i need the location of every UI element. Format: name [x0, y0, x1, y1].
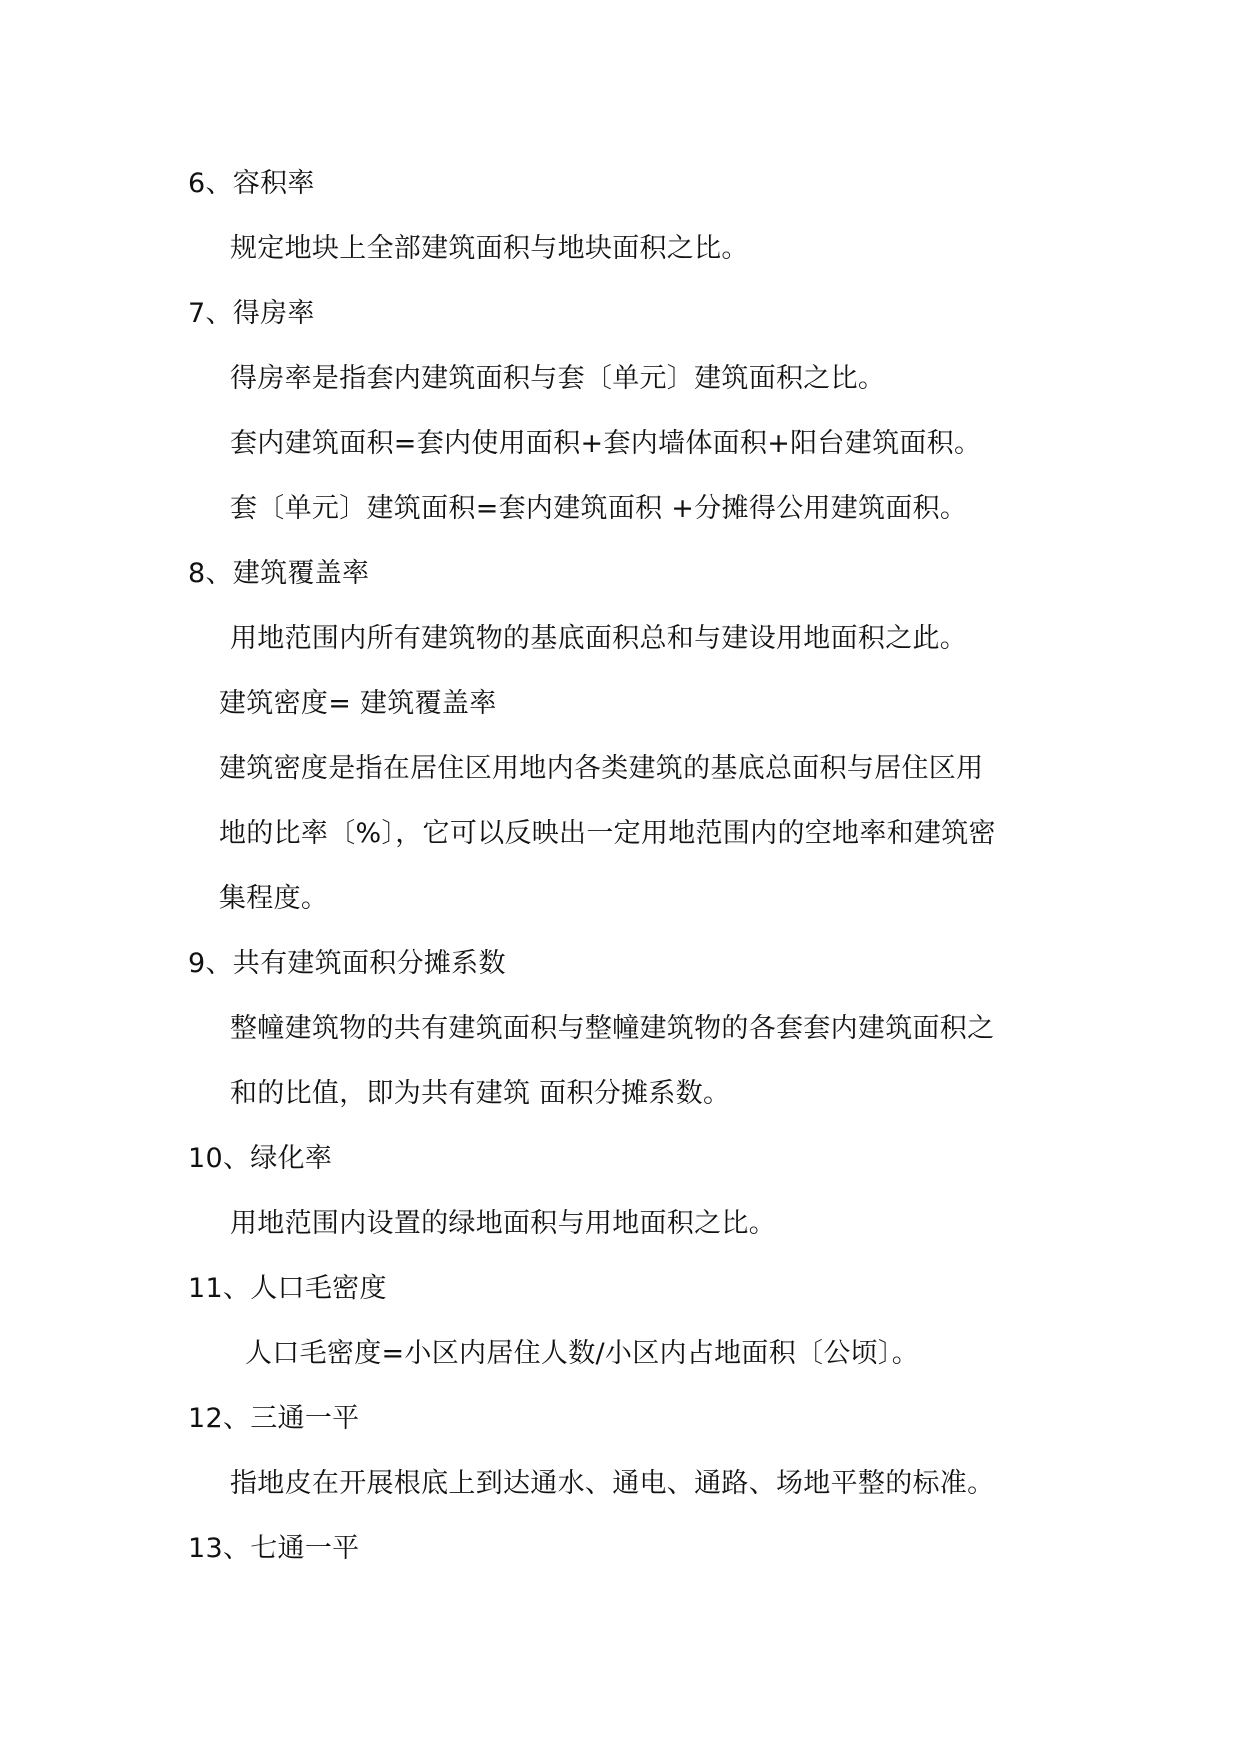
section-heading-three-connections: 12、三通一平	[188, 1403, 360, 1434]
paragraph-line: 集程度。	[219, 883, 329, 914]
formula-line: 建筑密度= 建筑覆盖率	[219, 688, 497, 719]
section-heading-shared-area-coefficient: 9、共有建筑面积分摊系数	[188, 948, 506, 979]
paragraph-line: 得房率是指套内建筑面积与套〔单元〕建筑面积之比。	[230, 363, 886, 394]
section-heading-floor-area-ratio: 6、容积率	[188, 168, 315, 199]
section-heading-usable-area-ratio: 7、得房率	[188, 298, 315, 329]
paragraph-line: 地的比率〔%〕，它可以反映出一定用地范围内的空地率和建筑密	[219, 818, 996, 849]
paragraph-line: 用地范围内所有建筑物的基底面积总和与建设用地面积之此。	[230, 623, 968, 654]
formula-line: 套内建筑面积=套内使用面积+套内墙体面积+阳台建筑面积。	[230, 428, 982, 459]
section-heading-building-coverage: 8、建筑覆盖率	[188, 558, 370, 589]
formula-line: 人口毛密度=小区内居住人数/小区内占地面积〔公顷〕。	[245, 1338, 920, 1369]
section-heading-seven-connections: 13、七通一平	[188, 1533, 360, 1564]
paragraph-line: 用地范围内设置的绿地面积与用地面积之比。	[230, 1208, 776, 1239]
paragraph-line: 和的比值，即为共有建筑 面积分摊系数。	[230, 1078, 731, 1109]
paragraph-line: 建筑密度是指在居住区用地内各类建筑的基底总面积与居住区用	[219, 753, 984, 784]
formula-line: 套〔单元〕建筑面积=套内建筑面积 +分摊得公用建筑面积。	[230, 493, 968, 524]
paragraph-line: 整幢建筑物的共有建筑面积与整幢建筑物的各套套内建筑面积之	[230, 1013, 995, 1044]
section-heading-gross-population-density: 11、人口毛密度	[188, 1273, 387, 1304]
paragraph-line: 指地皮在开展根底上到达通水、通电、通路、场地平整的标准。	[230, 1468, 995, 1499]
section-heading-greening-rate: 10、绿化率	[188, 1143, 333, 1174]
paragraph-line: 规定地块上全部建筑面积与地块面积之比。	[230, 233, 749, 264]
